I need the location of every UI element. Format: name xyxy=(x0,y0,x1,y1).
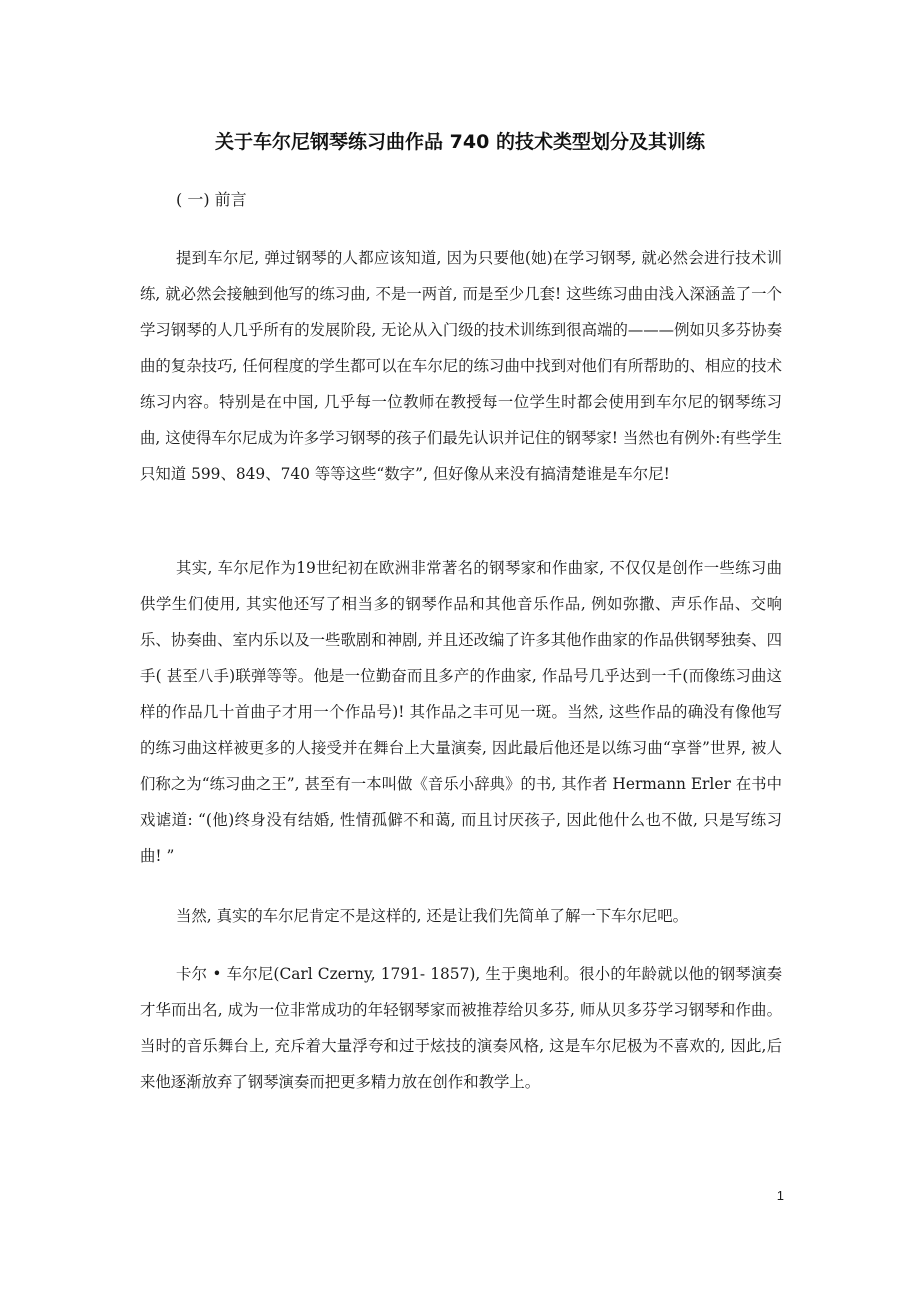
page-number: 1 xyxy=(776,1188,784,1203)
paragraph-intro: 提到车尔尼, 弹过钢琴的人都应该知道, 因为只要他(她)在学习钢琴, 就必然会进行技术训练, 就必然会接触到他写的练习曲, 不是一两首, 而是至少几套! 这些练习曲由浅入深涵盖了一个学习钢琴的人几乎所有的发展阶段, 无论从入门级的技术训练到很高端的———例如贝多芬协奏曲的复杂技巧, 任何程度的学生都可以在车尔尼的练习曲中找到对他们有所帮助的、相应的技术练习内容。特别是在中国, 几乎每一位教师在教授每一位学生时都会使用到车尔尼的钢琴练习曲, 这使得车尔尼成为许多学习钢琴的孩子们最先认识并记住的钢琴家! 当然也有例外:有些学生只知道 599、849、740 等等这些“数字”, 但好像从来没有搞清楚谁是车尔尼! xyxy=(140,249,782,483)
document-title: 关于车尔尼钢琴练习曲作品 740 的技术类型划分及其训练 xyxy=(215,131,705,153)
paragraph-works: 其实, 车尔尼作为19世纪初在欧洲非常著名的钢琴家和作曲家, 不仅仅是创作一些练习曲供学生们使用, 其实他还写了相当多的钢琴作品和其他音乐作品, 例如弥撒、声乐作品、交响乐、协奏曲、室内乐以及一些歌剧和神剧, 并且还改编了许多其他作曲家的作品供钢琴独奏、四手( 甚至八手)联弹等等。他是一位勤奋而且多产的作曲家, 作品号几乎达到一千(而像练习曲这样的作品几十首曲子才用一个作品号)! 其作品之丰可见一斑。当然, 这些作品的确没有像他写的练习曲这样被更多的人接受并在舞台上大量演奏, 因此最后他还是以练习曲“享誉”世界, 被人们称之为“练习曲之王”, 甚至有一本叫做《音乐小辞典》的书, 其作者 Hermann Erler 在书中戏谑道: “(他)终身没有结婚, 性情孤僻不和蔼, 而且讨厌孩子, 因此他什么也不做, 只是写练习曲! ” xyxy=(140,559,782,865)
paragraph-biography: 卡尔 • 车尔尼(Carl Czerny, 1791- 1857), 生于奥地利。很小的年龄就以他的钢琴演奏才华而出名, 成为一位非常成功的年轻钢琴家而被推荐给贝多芬, 师从贝多芬学习钢琴和作曲。当时的音乐舞台上, 充斥着大量浮夸和过于炫技的演奏风格, 这是车尔尼极为不喜欢的, 因此,后来他逐渐放弃了钢琴演奏而把更多精力放在创作和教学上。 xyxy=(140,965,782,1091)
paragraph-transition: 当然, 真实的车尔尼肯定不是这样的, 还是让我们先简单了解一下车尔尼吧。 xyxy=(176,907,689,925)
section-heading: ( 一) 前言 xyxy=(176,190,247,209)
